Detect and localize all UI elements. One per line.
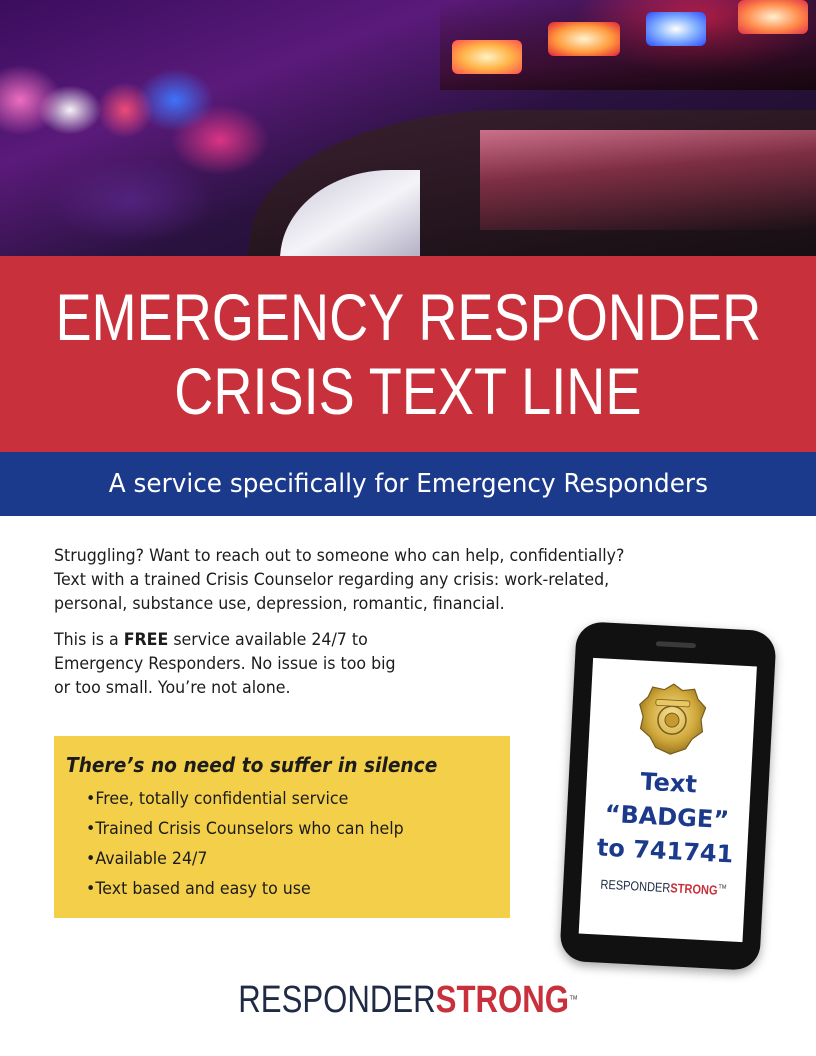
title-line-2: CRISIS TEXT LINE xyxy=(174,354,642,428)
responder-strong-logo xyxy=(0,978,816,1022)
subtitle: A service specifically for Emergency Responders xyxy=(108,469,708,499)
callout-item: • Text based and easy to use xyxy=(86,874,480,904)
hero-photo xyxy=(0,0,816,258)
callout-item: • Trained Crisis Counselors who can help xyxy=(86,814,480,844)
phone-frame xyxy=(559,621,777,971)
callout-box xyxy=(54,736,510,918)
intro-paragraph xyxy=(54,544,754,616)
intro-line: personal, substance use, depression, romantic, financial. xyxy=(54,594,505,614)
intro-line: Text with a trained Crisis Counselor regarding any crisis: work-related, xyxy=(54,570,610,590)
callout-item: • Available 24/7 xyxy=(86,844,480,874)
siren-lamp xyxy=(646,12,706,46)
phone-logo-strong: STRONG xyxy=(669,880,718,898)
title-line-1: EMERGENCY RESPONDER xyxy=(55,280,761,354)
phone-screen xyxy=(579,658,757,942)
siren-lamp xyxy=(548,22,620,56)
siren-lamp xyxy=(738,0,808,34)
light-glare xyxy=(480,130,816,230)
logo-tm: ™ xyxy=(568,994,578,1006)
title-banner xyxy=(0,256,816,452)
text-instruction xyxy=(596,762,738,871)
free-service-paragraph xyxy=(54,628,504,700)
free-suffix: service available 24/7 to xyxy=(168,630,368,650)
free-word: FREE xyxy=(123,630,169,650)
police-badge-icon xyxy=(635,680,709,758)
phone-illustration xyxy=(559,621,777,971)
logo-strong: STRONG xyxy=(435,979,569,1021)
subtitle-banner xyxy=(0,452,816,516)
callout-item: • Free, totally confidential service xyxy=(86,784,480,814)
intro-line: Struggling? Want to reach out to someone who can help, confidentially? xyxy=(54,546,625,566)
text-line-2: “BADGE” xyxy=(604,799,730,835)
text-line-1: Text xyxy=(639,767,698,799)
free-line-1 xyxy=(54,628,473,652)
phone-speaker xyxy=(656,641,696,648)
free-line-2: Emergency Responders. No issue is too big xyxy=(54,654,396,674)
logo-responder: RESPONDER xyxy=(238,979,436,1021)
text-line-3: to 741741 xyxy=(596,833,735,869)
phone-logo-tm: ™ xyxy=(716,882,727,896)
phone-logo-responder: RESPONDER xyxy=(599,876,671,896)
phone-logo xyxy=(600,877,727,899)
free-line-3: or too small. You’re not alone. xyxy=(54,678,291,698)
siren-lamp xyxy=(452,40,522,74)
free-prefix: This is a xyxy=(54,630,124,650)
callout-heading: There’s no need to suffer in silence xyxy=(66,753,438,777)
callout-list xyxy=(66,784,510,904)
